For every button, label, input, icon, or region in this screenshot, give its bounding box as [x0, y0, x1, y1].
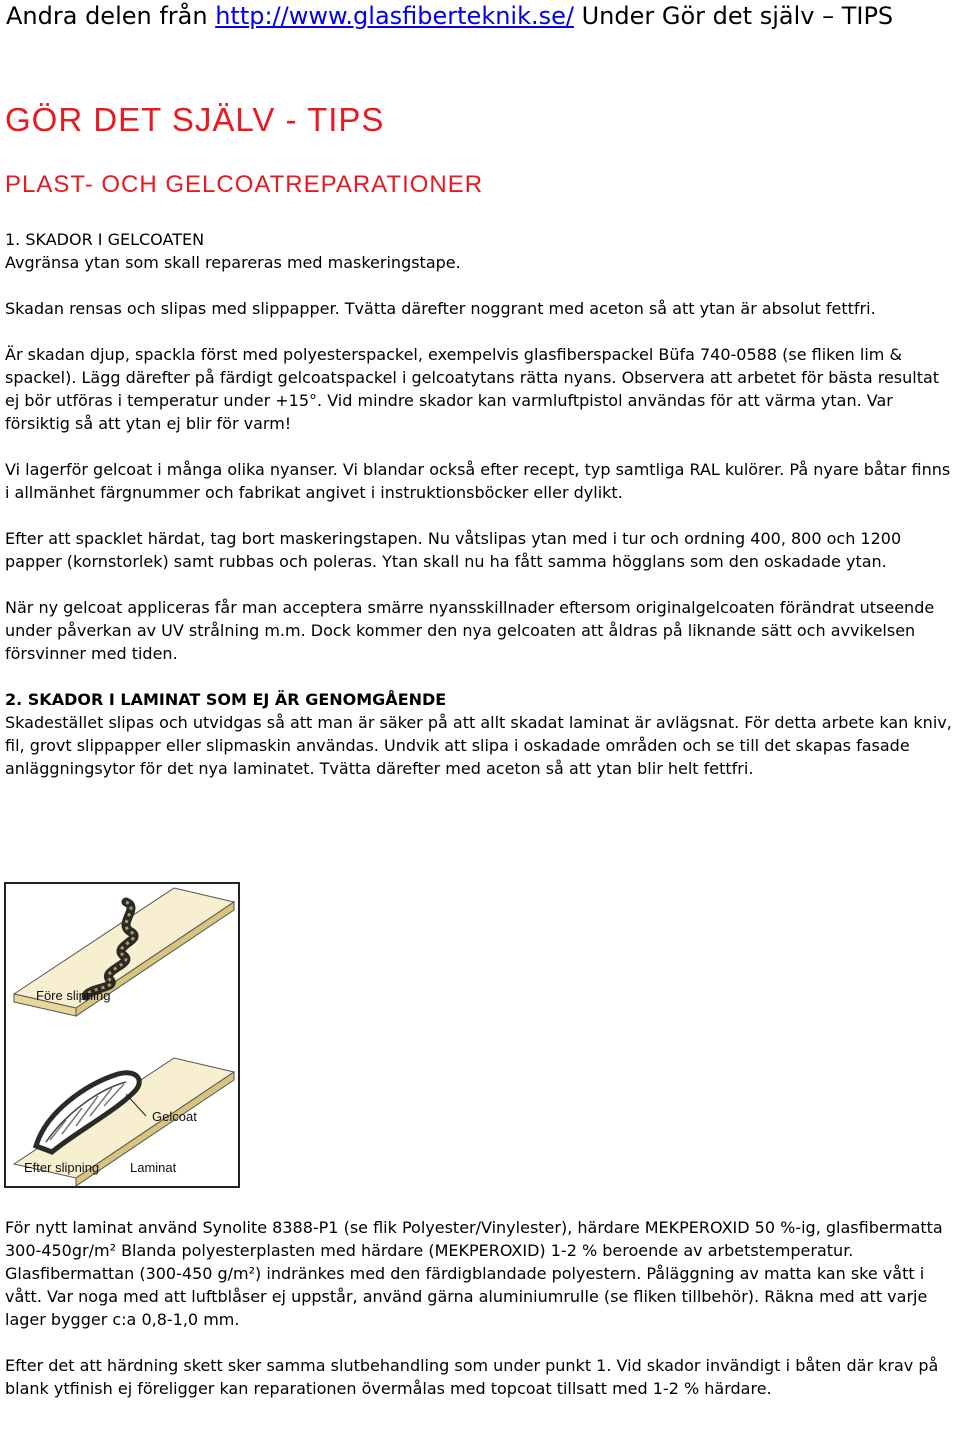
panel-after: [14, 1058, 234, 1186]
page-title: GÖR DET SJÄLV - TIPS: [5, 101, 385, 138]
section1-paragraph-5: Efter att spacklet härdat, tag bort maskeringstapen. Nu våtslipas ytan med i tur och ordning 400, 800 och 1200 papper (kornstorlek) samt rubbas och poleras. Ytan skall nu ha fått samma högglans som den oskadade ytan.: [5, 529, 902, 571]
section2-block: [5, 688, 957, 780]
section1-block: [5, 228, 957, 274]
repair-diagram: [6, 884, 238, 1186]
section1-paragraph-6: När ny gelcoat appliceras får man acceptera smärre nyansskillnader eftersom originalgelcoaten förändrat utseende under påverkan av UV strålning m.m. Dock kommer den nya gelcoaten att åldras på liknande sätt och avvikelsen försvinner med tiden.: [5, 598, 935, 663]
main-content-2: [5, 1216, 957, 1423]
section2-heading: 2. SKADOR I LAMINAT SOM EJ ÄR GENOMGÅENDE: [5, 690, 447, 709]
label-gelcoat: Gelcoat: [152, 1109, 197, 1124]
section1-heading: 1. SKADOR I GELCOATEN: [5, 230, 205, 249]
page-subtitle: PLAST- OCH GELCOATREPARATIONER: [5, 171, 484, 198]
section2-paragraph-3: Efter det att härdning skett sker samma slutbehandling som under punkt 1. Vid skador invändigt i båten där krav på blank ytfinish ej föreligger kan reparationen övermålas med topcoat tillsatt med 1-2 % härdare.: [5, 1356, 939, 1398]
main-content: [5, 228, 957, 803]
header-link[interactable]: http://www.glasfiberteknik.se/: [215, 2, 574, 30]
header-prefix: Andra delen från: [6, 2, 216, 30]
section2-paragraph-1: Skadestället slipas och utvidgas så att man är säker på att allt skadat laminat är avlägsnat. För detta arbete kan kniv, fil, grovt slippapper eller slipmaskin användas. Undvik att slipa i oskadade områden och se till det skapas fasade anläggningsytor för det nya laminatet. Tvätta därefter med aceton så att ytan blir helt fettfri.: [5, 713, 952, 778]
repair-illustration: [4, 882, 240, 1188]
header-suffix: Under Gör det själv – TIPS: [573, 2, 894, 30]
section1-paragraph-1: Avgränsa ytan som skall repareras med maskeringstape.: [5, 253, 461, 272]
label-laminat: Laminat: [130, 1160, 177, 1175]
panel-before: [14, 888, 234, 1016]
section2-paragraph-2: För nytt laminat använd Synolite 8388-P1 (se flik Polyester/Vinylester), härdare MEKPEROXID 50 %-ig, glasfibermatta 300-450gr/m² Blanda polyesterplasten med härdare (MEKPEROXID) 1-2 % beroende av arbetstemperatur. Glasfibermattan (300-450 g/m²) indränkes med den färdigblandade polyestern. Påläggning av matta kan ske vått i vått. Var noga med att luftblåser ej uppstår, använd gärna aluminiumrulle (se fliken tillbehör). Räkna med att varje lager bygger c:a 0,8-1,0 mm.: [5, 1218, 943, 1329]
page-header: [6, 0, 893, 32]
section1-paragraph-4: Vi lagerför gelcoat i många olika nyanser. Vi blandar också efter recept, typ samtliga RAL kulörer. På nyare båtar finns i allmänhet färgnummer och fabrikat angivet i instruktionsböcker eller dylikt.: [5, 460, 951, 502]
section1-paragraph-2: Skadan rensas och slipas med slippapper. Tvätta därefter noggrant med aceton så att ytan är absolut fettfri.: [5, 299, 876, 318]
label-after: Efter slipning: [24, 1160, 100, 1175]
label-before: Före slipning: [36, 988, 111, 1003]
section1-paragraph-3: Är skadan djup, spackla först med polyesterspackel, exempelvis glasfiberspackel Büfa 740-0588 (se fliken lim & spackel). Lägg därefter på färdigt gelcoatspackel i gelcoatytans rätta nyans. Observera att arbetet för bästa resultat ej bör utföras i temperatur under +15°. Vid mindre skador kan varmluftpistol användas för att värma ytan. Var försiktig så att ytan ej blir för varm!: [5, 345, 940, 433]
